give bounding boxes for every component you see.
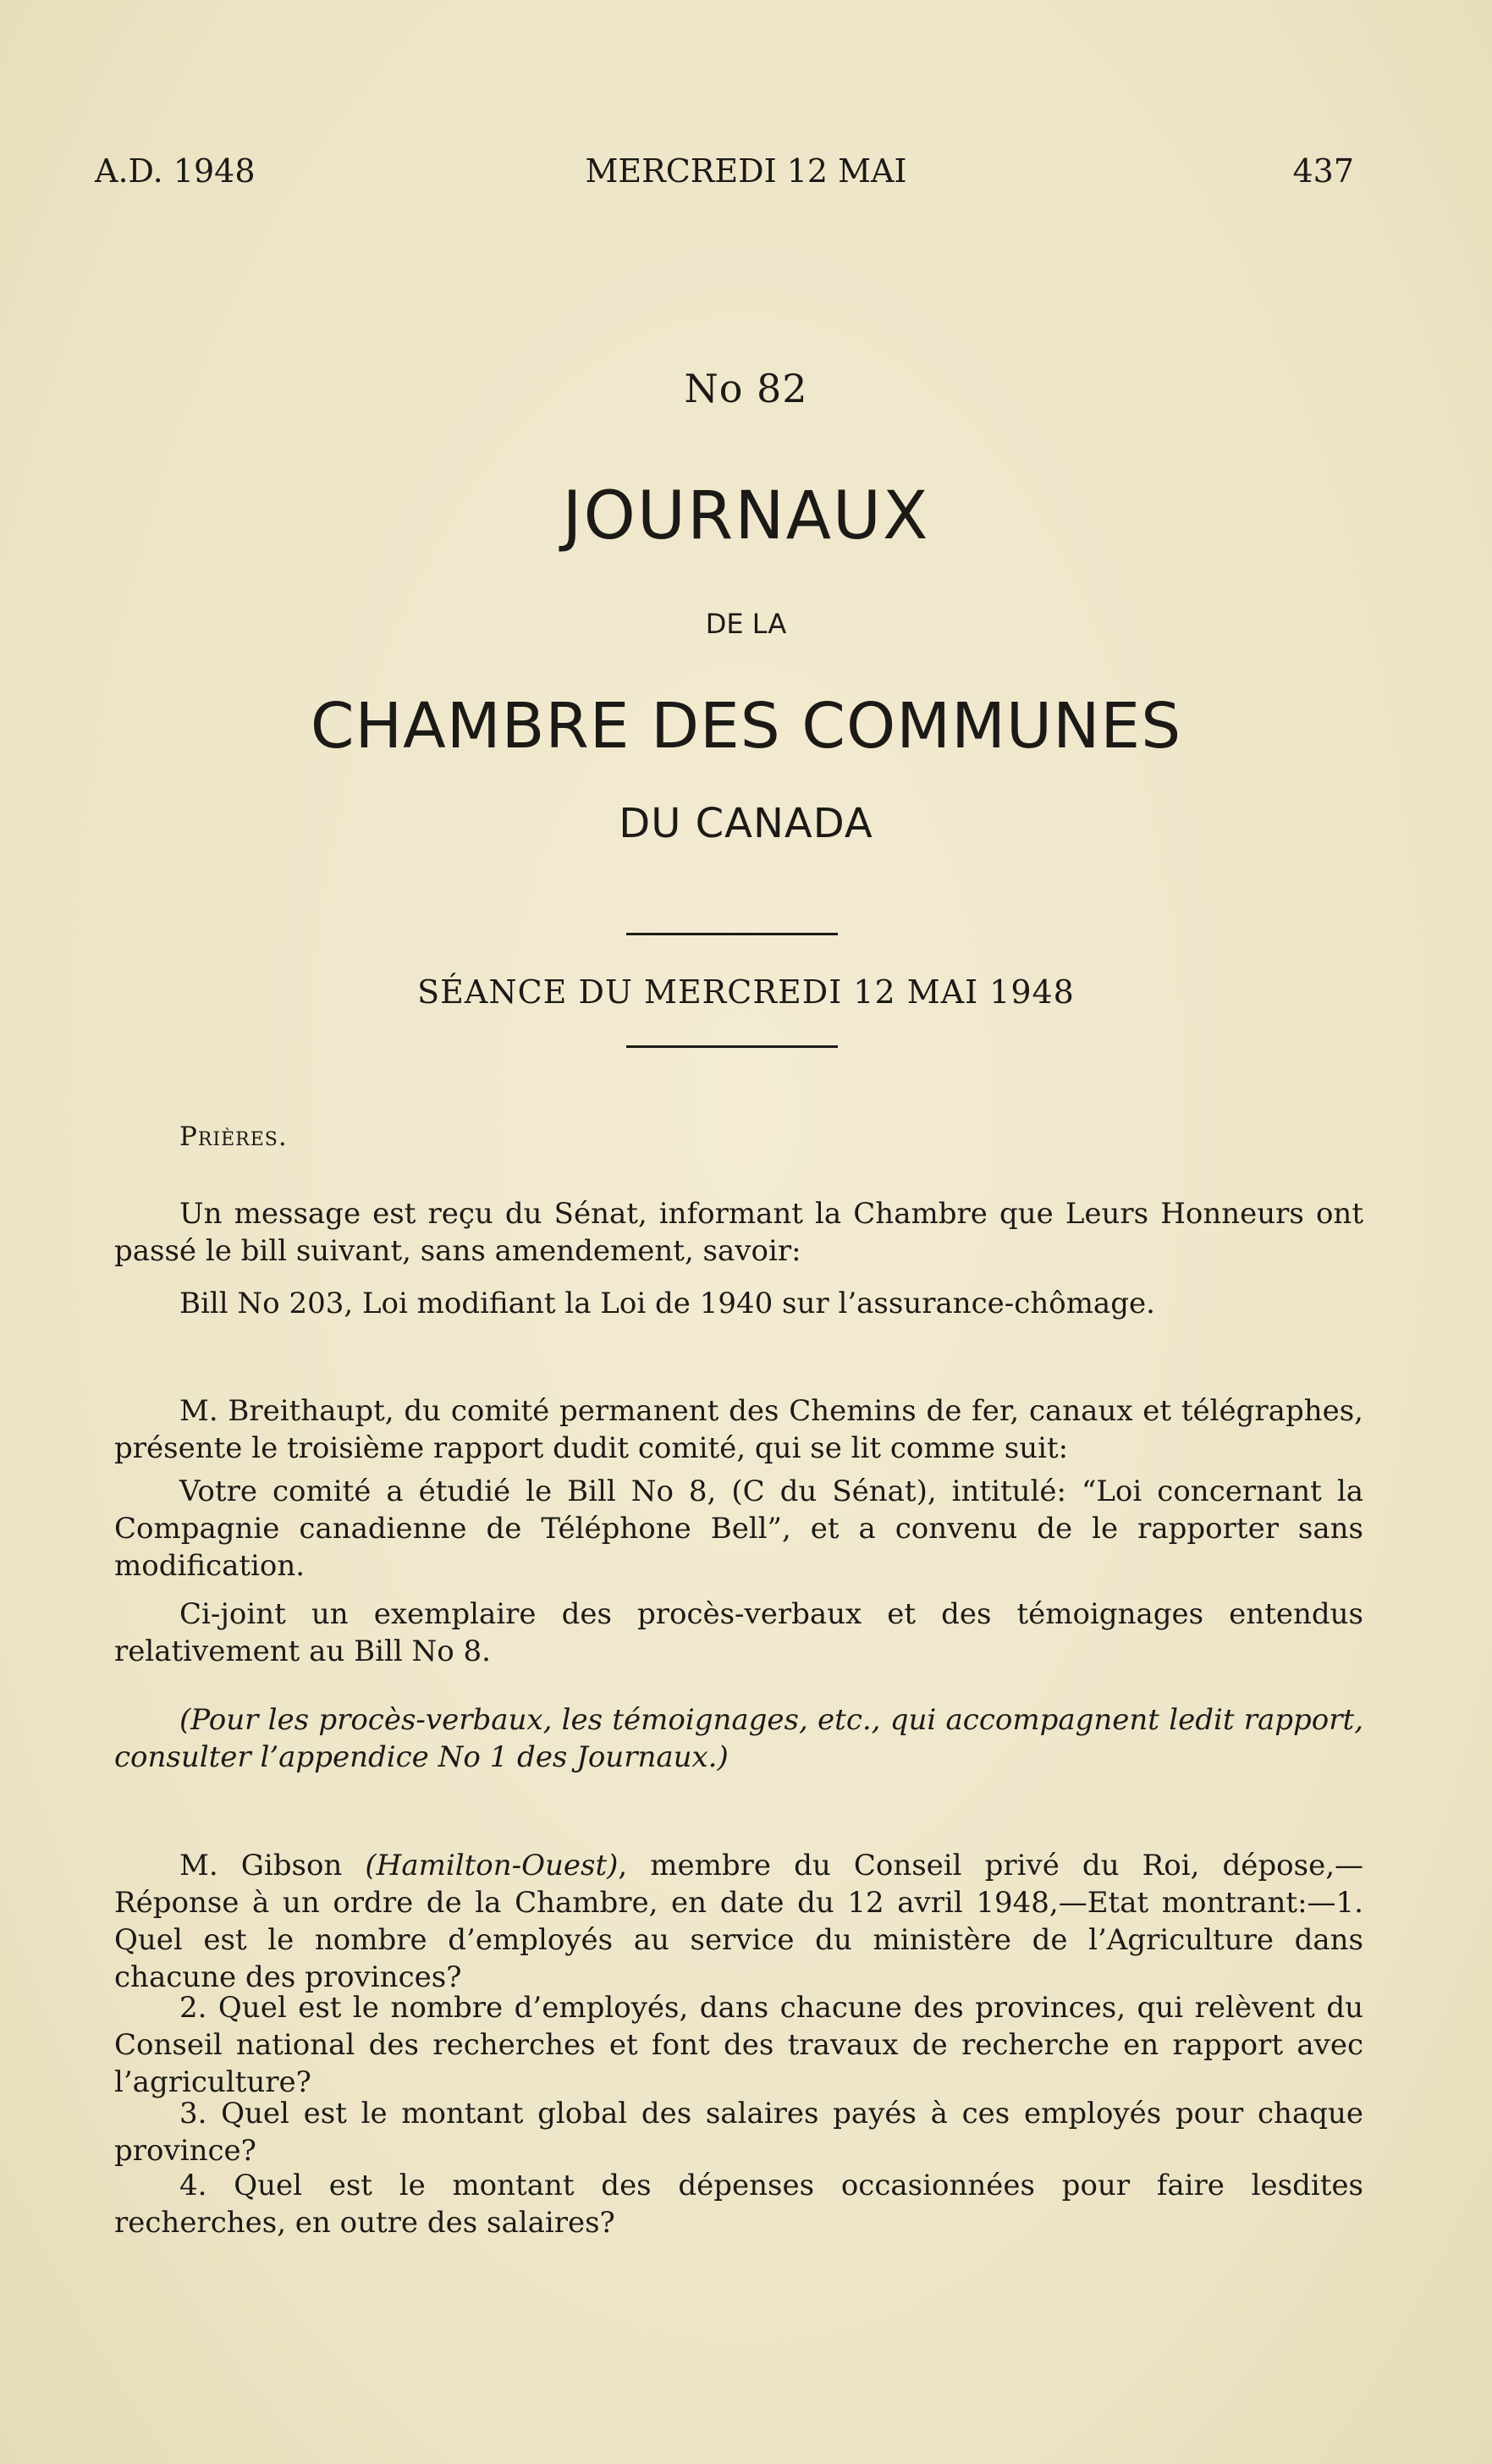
committee-report-intro: M. Breithaupt, du comité permanent des Chemins de fer, canaux et télégraphes, présente le troisième rapport dudit comité, qui se lit comme suit: [114, 1394, 1363, 1465]
divider-top [626, 933, 838, 935]
member-name: M. Gibson [179, 1849, 343, 1882]
divider-bottom [626, 1045, 838, 1048]
chamber-name: CHAMBRE DES COMMUNES [310, 690, 1182, 763]
senate-message: Un message est reçu du Sénat, informant la Chambre que Leurs Honneurs ont passé le bill suivant, sans amendement, savoir: [114, 1197, 1363, 1268]
prayers-heading: Prières. [179, 1122, 288, 1152]
committee-report-body: Votre comité a étudié le Bill No 8, (C du Sénat), intitulé: “Loi concernant la Compagnie canadienne de Téléphone Bell”, et a convenu de le rapporter sans modification. [114, 1475, 1363, 1583]
issue-number: No 82 [684, 366, 808, 411]
running-head-year: A.D. 1948 [95, 152, 256, 190]
committee-report-attachment: Ci-joint un exemplaire des procès-verbaux et des témoignages entendus relativement au Bill No 8. [114, 1597, 1363, 1668]
title-connector: DE LA [705, 608, 787, 640]
sitting-heading: SÉANCE DU MERCREDI 12 MAI 1948 [417, 973, 1075, 1011]
country-name: DU CANADA [619, 800, 873, 847]
question-3: 3. Quel est le montant global des salaires payés à ces employés pour chaque province? [114, 2097, 1363, 2168]
question-2: 2. Quel est le nombre d’employés, dans chacune des provinces, qui relèvent du Conseil national des recherches et font des travaux de recherche en rapport avec l’agriculture? [114, 1991, 1363, 2099]
running-head-date: MERCREDI 12 MAI [585, 152, 907, 190]
senate-bill: Bill No 203, Loi modifiant la Loi de 1940 sur l’assurance-chômage. [179, 1287, 1155, 1320]
journal-title: JOURNAUX [562, 478, 930, 554]
return-intro: , membre du Conseil privé du Roi, dépose,—Réponse à un ordre de la Chambre, en date du 12 avril 1948,—Etat montrant:—1. Quel est le nombre d’employés au service du ministère de l’Agriculture dans chacune des provinces? [114, 1849, 1364, 1994]
riding-name: (Hamilton-Ouest) [365, 1849, 619, 1882]
committee-report-note: (Pour les procès-verbaux, les témoignages, etc., qui accompagnent ledit rapport, consulter l’appendice No 1 des Journaux.) [114, 1703, 1363, 1774]
gibson-return [114, 1847, 1363, 1996]
question-4: 4. Quel est le montant des dépenses occasionnées pour faire lesdites recherches, en outre des salaires? [114, 2169, 1363, 2240]
page-number: 437 [1292, 152, 1354, 190]
